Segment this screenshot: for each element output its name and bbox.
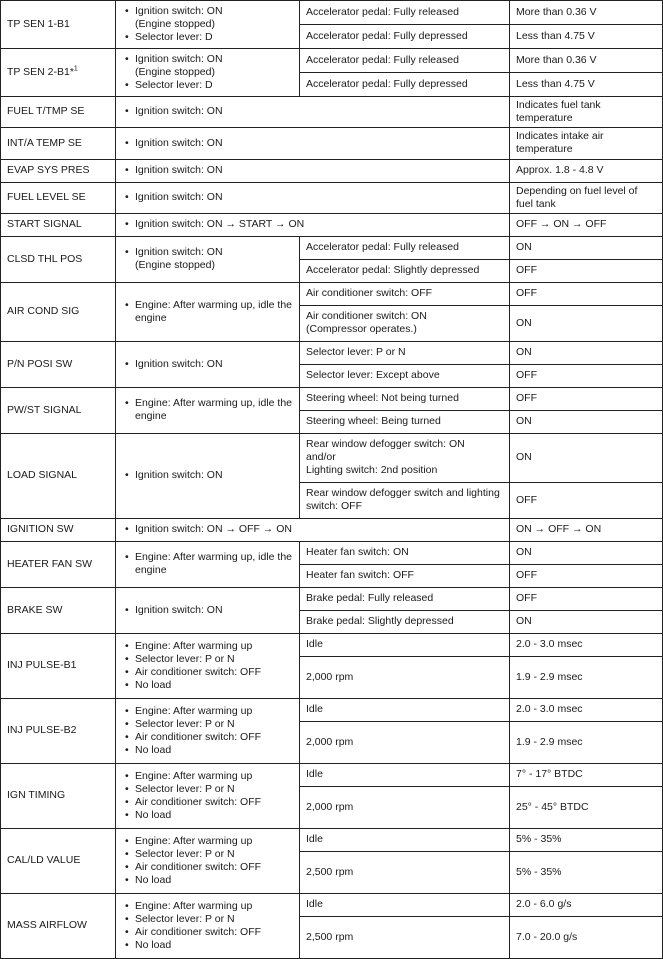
table-row — [1, 634, 663, 657]
table-row — [1, 764, 663, 787]
sub-condition: 2,500 rpm — [300, 852, 510, 894]
condition-cell — [116, 829, 300, 894]
sub-condition: Accelerator pedal: Slightly depressed — [300, 260, 510, 283]
monitor-item-name: START SIGNAL — [1, 214, 116, 237]
condition-cell — [116, 434, 300, 519]
spec-value: OFF — [510, 588, 663, 611]
monitor-item-name: INJ PULSE-B2 — [1, 699, 116, 764]
condition-cell — [116, 283, 300, 342]
sub-condition: Selector lever: P or N — [300, 342, 510, 365]
sub-condition: Accelerator pedal: Fully depressed — [300, 25, 510, 49]
spec-value: 7° - 17° BTDC — [510, 764, 663, 787]
condition-item: • Engine: After warming up — [122, 770, 293, 783]
spec-value: Approx. 1.8 - 4.8 V — [510, 160, 663, 183]
condition-item: • Selector lever: P or N — [122, 848, 293, 861]
monitor-item-name: FUEL T/TMP SE — [1, 97, 116, 128]
condition-item: • Ignition switch: ON → START → ON — [122, 218, 503, 231]
sub-condition: Rear window defogger switch: ON and/or Lighting switch: 2nd position — [300, 434, 510, 483]
spec-value: 1.9 - 2.9 msec — [510, 722, 663, 764]
condition-cell — [116, 588, 300, 634]
spec-value: Depending on fuel level of fuel tank — [510, 183, 663, 214]
condition-item: • Selector lever: P or N — [122, 718, 293, 731]
sub-condition: 2,000 rpm — [300, 722, 510, 764]
condition-cell — [116, 542, 300, 588]
monitor-item-name: IGN TIMING — [1, 764, 116, 829]
monitor-item-name: HEATER FAN SW — [1, 542, 116, 588]
spec-value: OFF — [510, 365, 663, 388]
sub-condition: Rear window defogger switch and lighting switch: OFF — [300, 483, 510, 519]
spec-value: ON — [510, 306, 663, 342]
spec-value: 2.0 - 6.0 g/s — [510, 894, 663, 917]
condition-cell — [116, 894, 300, 959]
monitor-item-name: TP SEN 2-B1*$^1$ — [1, 49, 116, 97]
spec-value: 1.9 - 2.9 msec — [510, 657, 663, 699]
monitor-item-name: MASS AIRFLOW — [1, 894, 116, 959]
condition-item: • Air conditioner switch: OFF — [122, 666, 293, 679]
table-row — [1, 237, 663, 260]
condition-item: • Ignition switch: ON → OFF → ON — [122, 523, 503, 536]
sub-condition: Accelerator pedal: Fully released — [300, 237, 510, 260]
condition-item: • Air conditioner switch: OFF — [122, 861, 293, 874]
sub-condition: Brake pedal: Slightly depressed — [300, 611, 510, 634]
spec-value: OFF — [510, 260, 663, 283]
table-row — [1, 829, 663, 852]
condition-item: • Engine: After warming up — [122, 900, 293, 913]
condition-cell — [116, 237, 300, 283]
sub-condition: Idle — [300, 894, 510, 917]
table-row — [1, 160, 663, 183]
table-row — [1, 183, 663, 214]
monitor-item-name: INJ PULSE-B1 — [1, 634, 116, 699]
monitor-item-name: CLSD THL POS — [1, 237, 116, 283]
condition-item: • Ignition switch: ON — [122, 191, 503, 204]
condition-item: • Engine: After warming up — [122, 640, 293, 653]
table-row — [1, 214, 663, 237]
condition-cell — [116, 342, 300, 388]
table-row — [1, 97, 663, 128]
condition-item: • Selector lever: P or N — [122, 783, 293, 796]
sub-condition: Idle — [300, 764, 510, 787]
monitor-item-name: TP SEN 1-B1 — [1, 1, 116, 49]
spec-value: ON → OFF → ON — [510, 519, 663, 542]
spec-value: ON — [510, 342, 663, 365]
sub-condition: Idle — [300, 829, 510, 852]
spec-value: 5% - 35% — [510, 852, 663, 894]
table-row — [1, 434, 663, 483]
condition-item: • Ignition switch: ON (Engine stopped) — [122, 53, 293, 79]
sub-condition: Heater fan switch: OFF — [300, 565, 510, 588]
condition-cell — [116, 160, 510, 183]
condition-item: • No load — [122, 874, 293, 887]
condition-cell — [116, 388, 300, 434]
table-row — [1, 699, 663, 722]
monitor-item-name: LOAD SIGNAL — [1, 434, 116, 519]
table-row — [1, 128, 663, 160]
spec-value: 5% - 35% — [510, 829, 663, 852]
condition-item: • No load — [122, 809, 293, 822]
sub-condition: Idle — [300, 699, 510, 722]
condition-item: • Engine: After warming up, idle the engine — [122, 299, 293, 325]
condition-item: • Selector lever: P or N — [122, 653, 293, 666]
sub-condition: Brake pedal: Fully released — [300, 588, 510, 611]
sub-condition: Accelerator pedal: Fully released — [300, 1, 510, 25]
condition-cell — [116, 49, 300, 97]
condition-item: • Engine: After warming up, idle the engine — [122, 397, 293, 423]
sub-condition: Air conditioner switch: OFF — [300, 283, 510, 306]
table-row — [1, 388, 663, 411]
condition-item: • Ignition switch: ON — [122, 105, 503, 118]
condition-item: • Ignition switch: ON — [122, 164, 503, 177]
table-row — [1, 542, 663, 565]
monitor-item-name: INT/A TEMP SE — [1, 128, 116, 160]
spec-value: OFF — [510, 483, 663, 519]
spec-value: More than 0.36 V — [510, 49, 663, 73]
condition-item: • Ignition switch: ON (Engine stopped) — [122, 5, 293, 31]
condition-item: • No load — [122, 744, 293, 757]
condition-cell — [116, 519, 510, 542]
sub-condition: Selector lever: Except above — [300, 365, 510, 388]
sub-condition: 2,000 rpm — [300, 787, 510, 829]
table-row — [1, 49, 663, 73]
condition-item: • Air conditioner switch: OFF — [122, 926, 293, 939]
sub-condition: 2,500 rpm — [300, 917, 510, 959]
monitor-item-name: AIR COND SIG — [1, 283, 116, 342]
spec-value: OFF → ON → OFF — [510, 214, 663, 237]
spec-value: Indicates intake air temperature — [510, 128, 663, 160]
condition-cell — [116, 128, 510, 160]
condition-item: • Ignition switch: ON (Engine stopped) — [122, 246, 293, 272]
condition-cell — [116, 764, 300, 829]
sub-condition: 2,000 rpm — [300, 657, 510, 699]
table-row — [1, 1, 663, 25]
condition-item: • Engine: After warming up — [122, 705, 293, 718]
condition-cell — [116, 634, 300, 699]
monitor-item-name: CAL/LD VALUE — [1, 829, 116, 894]
condition-cell — [116, 214, 510, 237]
sub-condition: Heater fan switch: ON — [300, 542, 510, 565]
spec-value: Indicates fuel tank temperature — [510, 97, 663, 128]
condition-item: • Ignition switch: ON — [122, 358, 293, 371]
condition-item: • Engine: After warming up, idle the engine — [122, 551, 293, 577]
spec-value: 25° - 45° BTDC — [510, 787, 663, 829]
spec-value: Less than 4.75 V — [510, 73, 663, 97]
spec-value: 2.0 - 3.0 msec — [510, 699, 663, 722]
sub-condition: Accelerator pedal: Fully depressed — [300, 73, 510, 97]
spec-value: 7.0 - 20.0 g/s — [510, 917, 663, 959]
sub-condition: Steering wheel: Being turned — [300, 411, 510, 434]
condition-item: • Ignition switch: ON — [122, 604, 293, 617]
sub-condition: Steering wheel: Not being turned — [300, 388, 510, 411]
condition-item: • No load — [122, 679, 293, 692]
spec-value: ON — [510, 611, 663, 634]
condition-item: • Ignition switch: ON — [122, 137, 503, 150]
table-row — [1, 519, 663, 542]
spec-value: OFF — [510, 565, 663, 588]
spec-value: ON — [510, 434, 663, 483]
sub-condition: Accelerator pedal: Fully released — [300, 49, 510, 73]
spec-value: Less than 4.75 V — [510, 25, 663, 49]
monitor-item-name: EVAP SYS PRES — [1, 160, 116, 183]
condition-cell — [116, 1, 300, 49]
spec-value: ON — [510, 237, 663, 260]
condition-cell — [116, 183, 510, 214]
table-row — [1, 342, 663, 365]
condition-item: • Air conditioner switch: OFF — [122, 731, 293, 744]
monitor-item-name: FUEL LEVEL SE — [1, 183, 116, 214]
spec-value: OFF — [510, 388, 663, 411]
sub-condition: Idle — [300, 634, 510, 657]
spec-value: ON — [510, 411, 663, 434]
table-row — [1, 588, 663, 611]
condition-item: • Selector lever: D — [122, 31, 293, 44]
monitor-item-name: IGNITION SW — [1, 519, 116, 542]
spec-value: OFF — [510, 283, 663, 306]
table-row — [1, 283, 663, 306]
condition-item: • Selector lever: D — [122, 79, 293, 92]
table-row — [1, 894, 663, 917]
spec-value: 2.0 - 3.0 msec — [510, 634, 663, 657]
condition-item: • Engine: After warming up — [122, 835, 293, 848]
condition-item: • No load — [122, 939, 293, 952]
monitor-item-name: PW/ST SIGNAL — [1, 388, 116, 434]
condition-item: • Selector lever: P or N — [122, 913, 293, 926]
condition-item: • Air conditioner switch: OFF — [122, 796, 293, 809]
monitor-item-name: P/N POSI SW — [1, 342, 116, 388]
monitor-item-name: BRAKE SW — [1, 588, 116, 634]
condition-cell — [116, 97, 510, 128]
footnote-marker: 1 — [73, 65, 78, 72]
spec-value: ON — [510, 542, 663, 565]
condition-cell — [116, 699, 300, 764]
spec-value: More than 0.36 V — [510, 1, 663, 25]
condition-item: • Ignition switch: ON — [122, 469, 293, 482]
sub-condition: Air conditioner switch: ON (Compressor operates.) — [300, 306, 510, 342]
